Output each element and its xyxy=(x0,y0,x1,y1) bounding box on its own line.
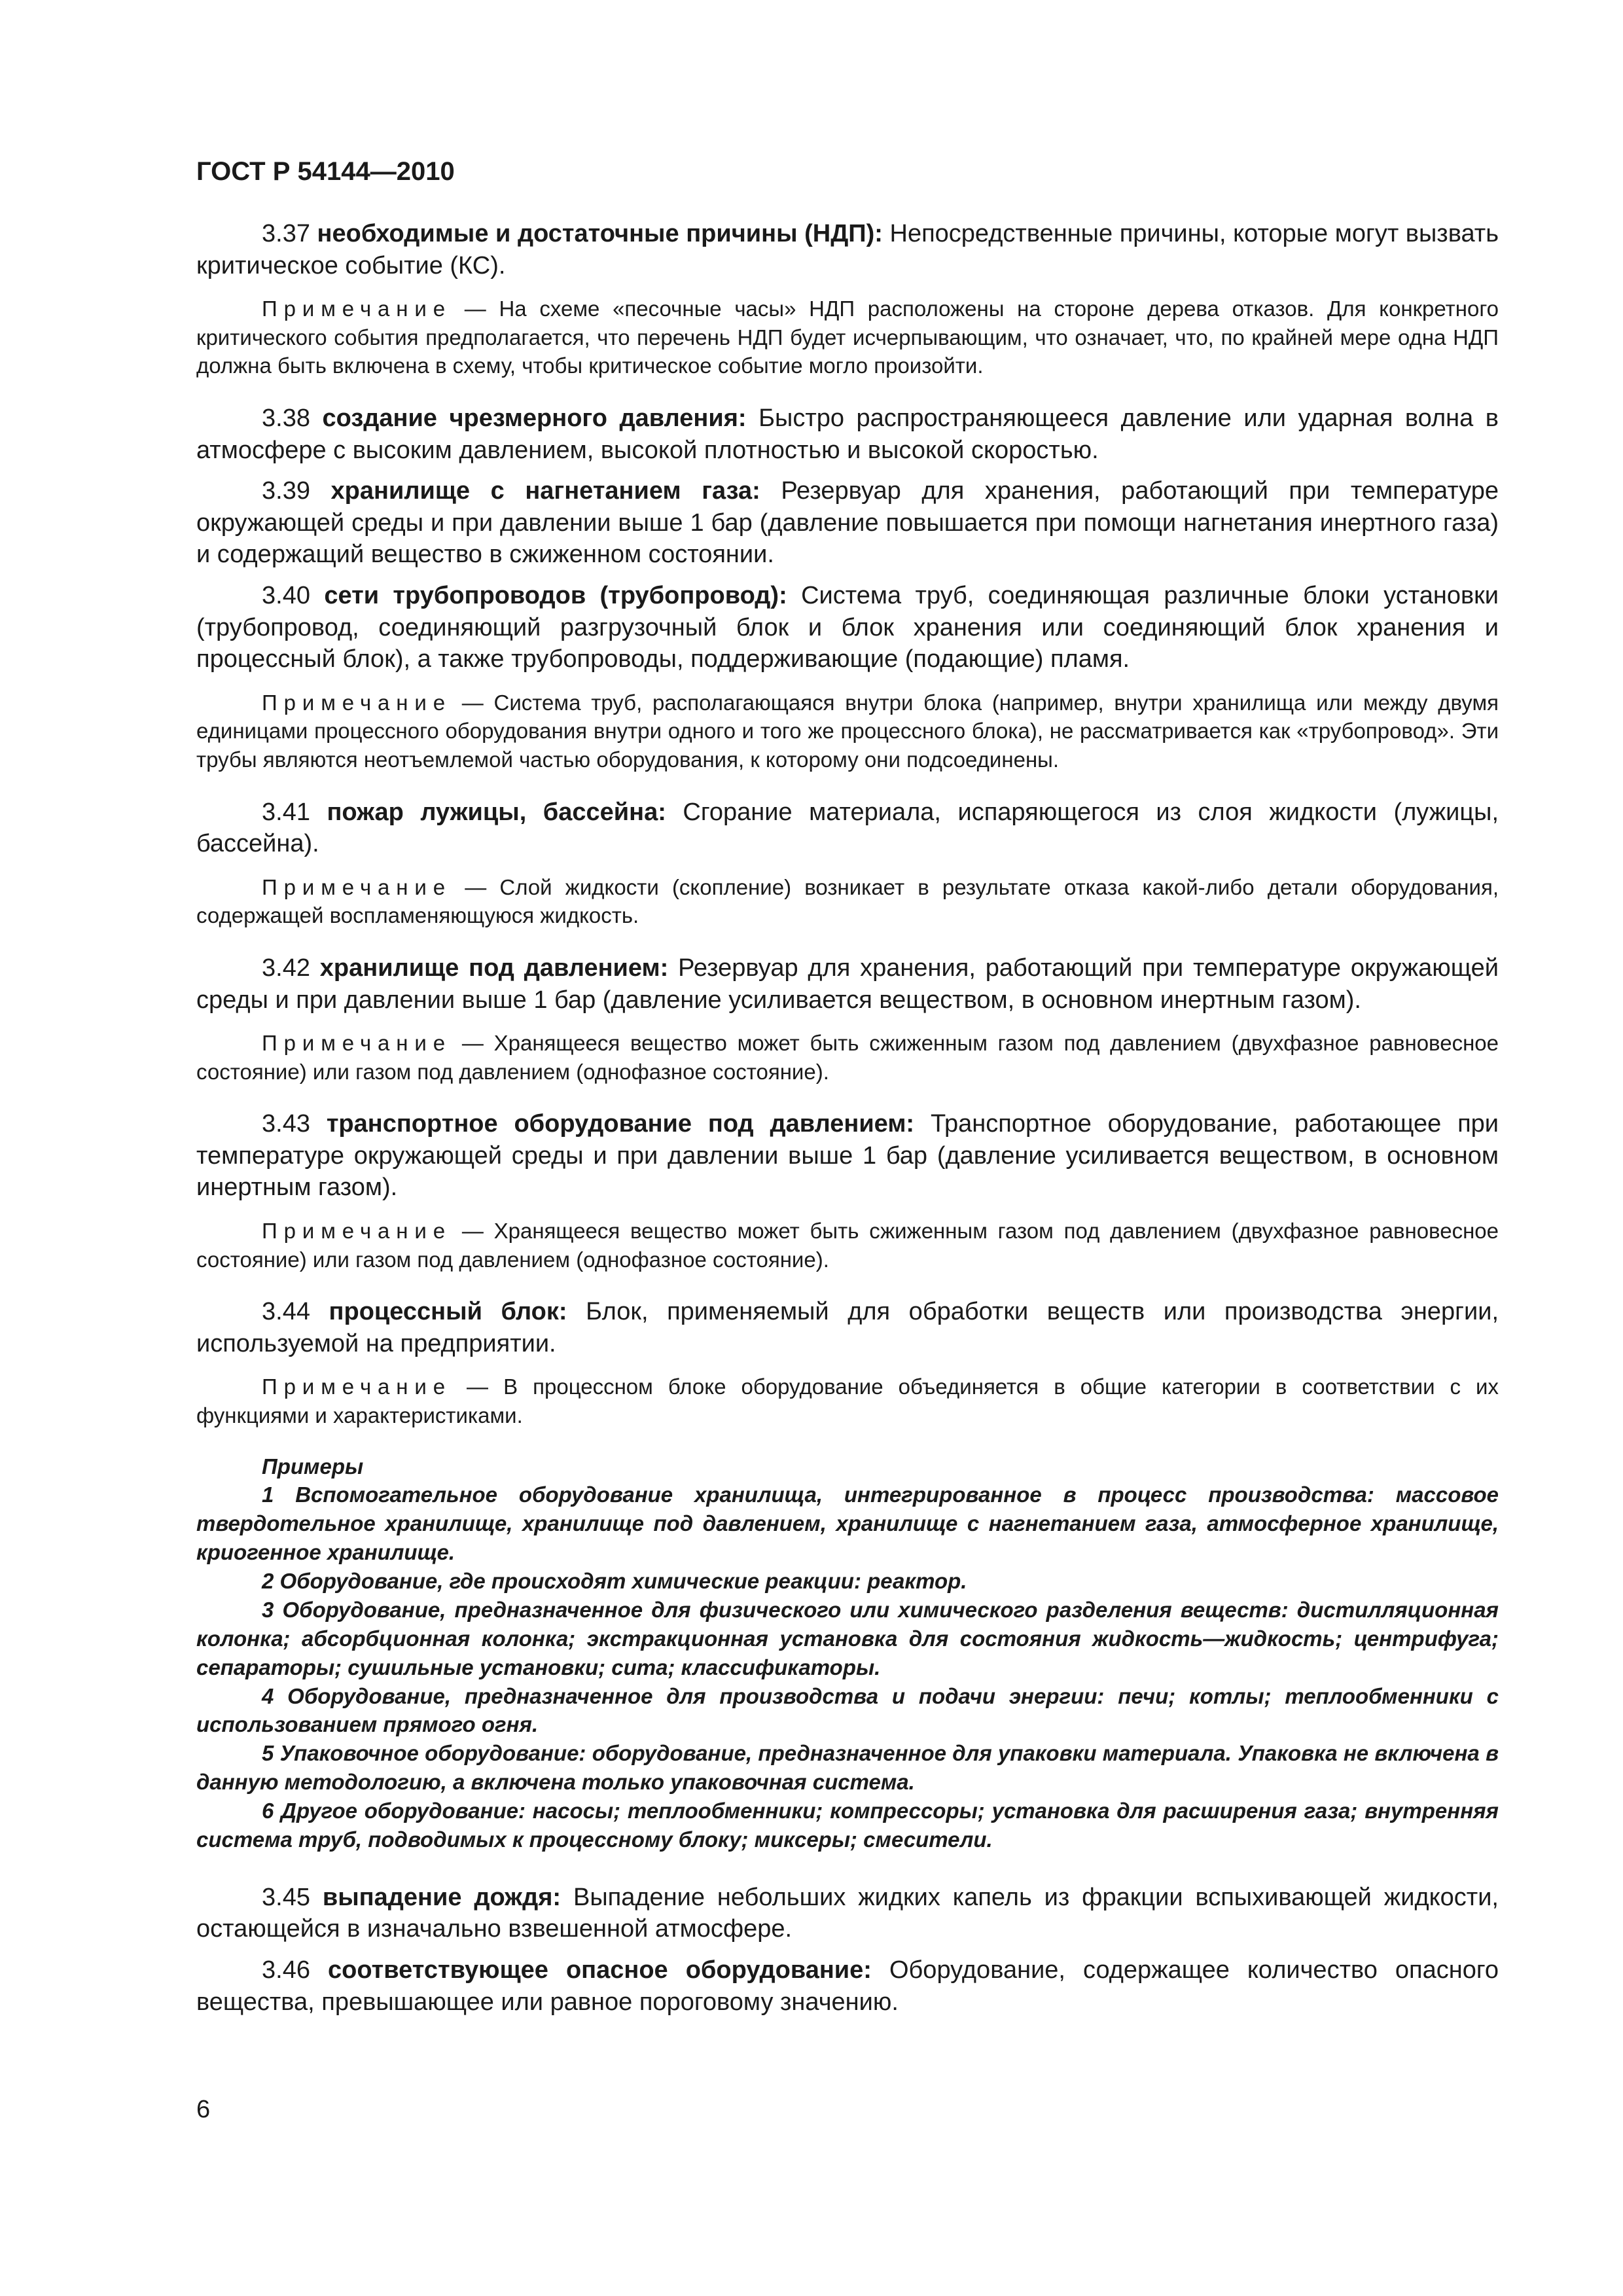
term-definition: Оборудование, содержащее количество опасного вещества, превышающее или равное пороговому значению. xyxy=(196,1956,1499,2016)
term-number: 3.45 xyxy=(262,1883,310,1911)
term-3-38 xyxy=(196,403,1499,466)
term-name: сети трубопроводов (трубопровод): xyxy=(324,582,787,610)
term-3-44 xyxy=(196,1296,1499,1359)
note-label: Примечание xyxy=(262,1031,452,1056)
term-definition: Транспортное оборудование, работающее при температуре окружающей среды и при давлении выше 1 бар (давление усиливается веществом, в основном инертным газом). xyxy=(196,1110,1499,1202)
term-name: необходимые и достаточные причины (НДП): xyxy=(317,220,883,247)
term-3-37 xyxy=(196,218,1499,281)
note-3-42 xyxy=(196,1029,1499,1086)
term-number: 3.43 xyxy=(262,1110,310,1138)
term-3-41 xyxy=(196,797,1499,860)
term-number: 3.41 xyxy=(262,798,310,826)
note-label: Примечание xyxy=(262,1219,452,1244)
note-text: — На схеме «песочные часы» НДП расположены на стороне дерева отказов. Для конкретного критического события предполагается, что перечень НДП будет исчерпывающим, что означает, что, по крайней мере одна НДП должна быть включена в схему, чтобы критическое событие могло произойти. xyxy=(196,296,1499,378)
term-number: 3.42 xyxy=(262,954,310,982)
note-text: — Хранящееся вещество может быть сжиженным газом под давлением (двухфазное равновесное состояние) или газом под давлением (однофазное состояние). xyxy=(196,1031,1499,1084)
term-definition: Резервуар для хранения, работающий при температуре окружающей среды и при давлении выше 1 бар (давление усиливается веществом, в основном инертным газом). xyxy=(196,954,1499,1014)
term-definition: Сгорание материала, испаряющегося из слоя жидкости (лужицы, бассейна). xyxy=(196,798,1499,858)
example-item: 2 Оборудование, где происходят химические реакции: реактор. xyxy=(262,1569,967,1594)
term-3-46 xyxy=(196,1954,1499,2018)
term-number: 3.38 xyxy=(262,404,310,432)
example-item: 5 Упаковочное оборудование: оборудование, предназначенное для упаковки материала. Упаковка не включена в данную методологию, а включена только упаковочная система. xyxy=(196,1741,1499,1795)
note-3-41 xyxy=(196,873,1499,930)
term-name: соответствующее опасное оборудование: xyxy=(328,1956,872,1984)
term-definition: Резервуар для хранения, работающий при температуре окружающей среды и при давлении выше 1 бар (давление повышается при помощи нагнетания инертного газа) и содержащий вещество в сжиженном состоянии. xyxy=(196,477,1499,569)
example-item: 6 Другое оборудование: насосы; теплообменники; компрессоры; установка для расширения газа; внутренняя система труб, подводимых к процессному блоку; миксеры; смесители. xyxy=(196,1799,1499,1852)
document-page xyxy=(196,157,1499,2027)
note-3-37 xyxy=(196,295,1499,380)
note-text: — Хранящееся вещество может быть сжиженным газом под давлением (двухфазное равновесное состояние) или газом под давлением (однофазное состояние). xyxy=(196,1219,1499,1272)
note-text: — Система труб, располагающаяся внутри блока (например, внутри хранилища или между двумя единицами процессного оборудования внутри одного и того же процессного блока), не рассматривается как «трубопровод». Эти трубы являются неотъемлемой частью оборудования, к которому они подсоединены. xyxy=(196,690,1499,772)
examples-block xyxy=(196,1452,1499,1854)
note-3-40 xyxy=(196,689,1499,774)
examples-title: Примеры xyxy=(262,1454,364,1479)
term-name: создание чрезмерного давления: xyxy=(322,404,747,432)
note-label: Примечание xyxy=(262,690,452,715)
term-name: процессный блок: xyxy=(329,1298,567,1326)
term-number: 3.39 xyxy=(262,477,310,505)
note-3-44 xyxy=(196,1372,1499,1429)
example-item: 1 Вспомогательное оборудование хранилища, интегрированное в процесс производства: массовое твердотельное хранилище, хранилище под давлением, хранилище с нагнетанием газа, атмосферное хранилище, криогенное хранилище. xyxy=(196,1482,1499,1565)
term-definition: Выпадение небольших жидких капель из фракции вспыхивающей жидкости, остающейся в изначально взвешенной атмосфере. xyxy=(196,1883,1499,1943)
term-name: выпадение дождя: xyxy=(322,1883,562,1911)
term-number: 3.40 xyxy=(262,582,310,610)
note-label: Примечание xyxy=(262,1374,452,1399)
term-number: 3.37 xyxy=(262,220,310,247)
page-number: 6 xyxy=(196,2096,211,2123)
term-number: 3.46 xyxy=(262,1956,310,1984)
term-definition: Быстро распространяющееся давление или ударная волна в атмосфере с высоким давлением, высокой плотностью и высокой скоростью. xyxy=(196,404,1499,464)
term-definition: Блок, применяемый для обработки веществ или производства энергии, используемой на предприятии. xyxy=(196,1298,1499,1357)
term-name: пожар лужицы, бассейна: xyxy=(327,798,666,826)
note-text: — В процессном блоке оборудование объединяется в общие категории в соответствии с их функциями и характеристиками. xyxy=(196,1374,1499,1427)
term-3-40 xyxy=(196,580,1499,675)
term-number: 3.44 xyxy=(262,1298,310,1326)
term-definition: Система труб, соединяющая различные блоки установки (трубопровод, соединяющий разгрузочный блок и блок хранения или соединяющий блок хранения и процессный блок), а также трубопроводы, поддерживающие (подающие) пламя. xyxy=(196,582,1499,673)
term-name: транспортное оборудование под давлением: xyxy=(326,1110,915,1138)
note-label: Примечание xyxy=(262,296,452,321)
term-3-45 xyxy=(196,1882,1499,1945)
term-3-39 xyxy=(196,475,1499,571)
example-item: 4 Оборудование, предназначенное для производства и подачи энергии: печи; котлы; теплообменники с использованием прямого огня. xyxy=(196,1683,1499,1737)
document-header: ГОСТ Р 54144—2010 xyxy=(196,157,455,186)
note-label: Примечание xyxy=(262,874,452,899)
term-3-43 xyxy=(196,1108,1499,1204)
note-text: — Слой жидкости (скопление) возникает в результате отказа какой-либо детали оборудования, содержащей воспламеняющуюся жидкость. xyxy=(196,874,1499,928)
note-3-43 xyxy=(196,1217,1499,1274)
term-name: хранилище с нагнетанием газа: xyxy=(330,477,760,505)
term-definition: Непосредственные причины, которые могут вызвать критическое событие (КС). xyxy=(196,220,1499,279)
term-name: хранилище под давлением: xyxy=(319,954,669,982)
example-item: 3 Оборудование, предназначенное для физического или химического разделения веществ: дистилляционная колонка; абсорбционная колонка; экстракционная установка для состояния жидкость—жидкость; центрифуга; сепараторы; сушильные установки; сита; классификаторы. xyxy=(196,1597,1499,1679)
term-3-42 xyxy=(196,952,1499,1016)
